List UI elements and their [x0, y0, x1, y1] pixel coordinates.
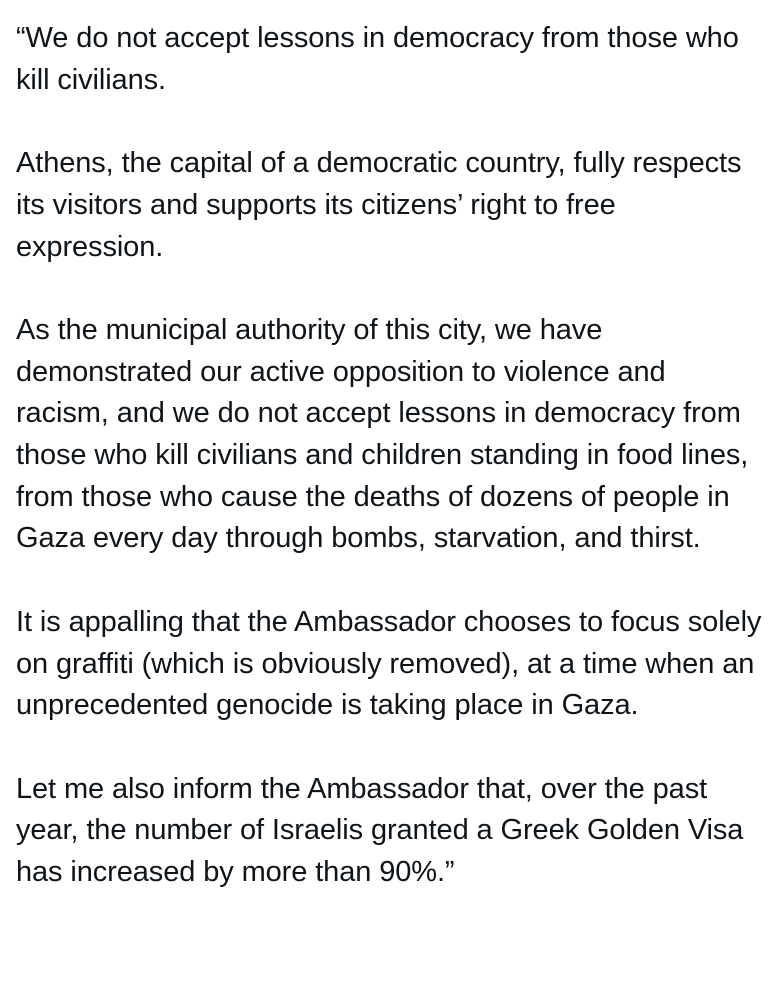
- post-paragraph-1: “We do not accept lessons in democracy from those who kill civilians.: [16, 22, 739, 96]
- post-paragraph-2: Athens, the capital of a democratic country, fully respects its visitors and supports its citizens’ right to free expression.: [16, 147, 742, 263]
- post-paragraph-3: As the municipal authority of this city, we have demonstrated our active opposition to violence and racism, and we do not accept lessons in democracy from those who kill civilians and children standing in food lines, from those who cause the deaths of dozens of people in Gaza every day through bombs, starvation, and thirst.: [16, 313, 749, 555]
- post-paragraph-5: Let me also inform the Ambassador that, over the past year, the number of Israelis granted a Greek Golden Visa has increased by more than 90%.”: [16, 772, 744, 888]
- post-paragraph-4: It is appalling that the Ambassador chooses to focus solely on graffiti (which is obviously removed), at a time when an unprecedented genocide is taking place in Gaza.: [16, 605, 762, 722]
